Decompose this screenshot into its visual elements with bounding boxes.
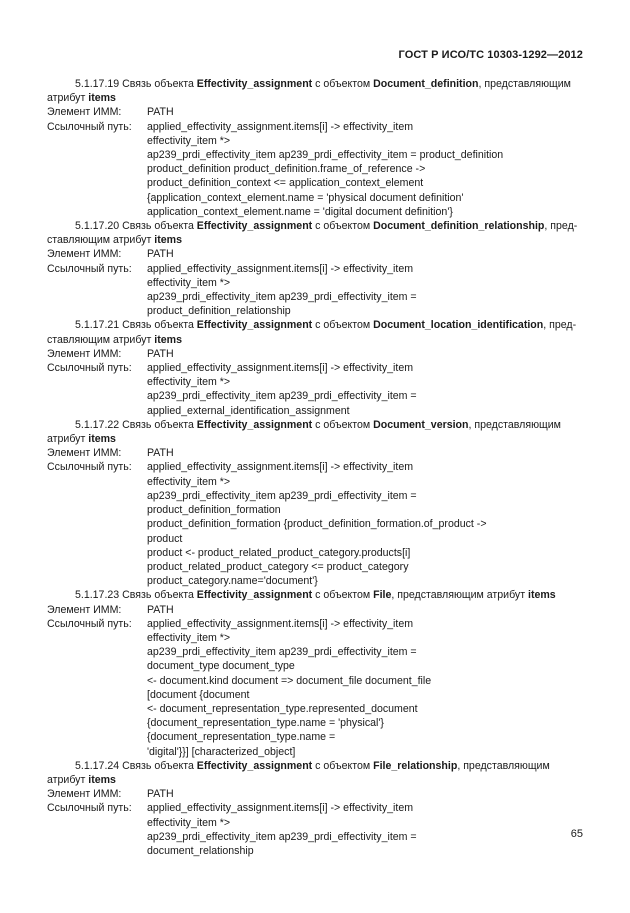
ref-path-row bbox=[47, 389, 584, 403]
heading-term: Effectivity_assignment bbox=[196, 759, 313, 772]
ref-path-line: product_related_product_category <= product_category bbox=[147, 560, 409, 573]
section-heading-line bbox=[47, 588, 584, 602]
ref-path-row bbox=[47, 816, 584, 830]
ref-path-line: [document {document bbox=[147, 688, 250, 701]
ref-path-row bbox=[47, 460, 584, 474]
imm-element-value: PATH bbox=[147, 603, 174, 616]
imm-element-row bbox=[47, 347, 584, 361]
ref-path-line: {document_representation_type.name = 'physical'} bbox=[147, 717, 384, 730]
ref-path-line: product_definition_context <= application_context_element bbox=[147, 177, 424, 190]
imm-element-row bbox=[47, 446, 584, 460]
section bbox=[47, 318, 584, 417]
ref-path-line: effectivity_item *> bbox=[147, 631, 231, 644]
section-heading-line bbox=[47, 773, 584, 787]
heading-text: с объектом bbox=[312, 759, 374, 772]
ref-path-label: Ссылочный путь: bbox=[47, 802, 132, 815]
ref-path-line: <- document.kind document => document_file document_file bbox=[147, 674, 432, 687]
ref-path-row bbox=[47, 659, 584, 673]
ref-path-row bbox=[47, 176, 584, 190]
ref-path-row bbox=[47, 489, 584, 503]
ref-path-line: document_type document_type bbox=[147, 660, 295, 673]
ref-path-row bbox=[47, 262, 584, 276]
heading-term: items bbox=[154, 333, 182, 346]
ref-path-label: Ссылочный путь: bbox=[47, 362, 132, 375]
heading-text: с объектом bbox=[312, 220, 374, 233]
heading-text: атрибут bbox=[47, 433, 89, 446]
ref-path-row bbox=[47, 716, 584, 730]
heading-term: File bbox=[373, 589, 392, 602]
ref-path-line: product_definition_relationship bbox=[147, 305, 291, 318]
ref-path-line: applied_effectivity_assignment.items[i] -> effectivity_item bbox=[147, 617, 414, 630]
ref-path-row bbox=[47, 134, 584, 148]
section-heading-line bbox=[47, 233, 584, 247]
ref-path-row bbox=[47, 688, 584, 702]
imm-element-row bbox=[47, 105, 584, 119]
heading-text: 5.1.17.24 Связь объекта bbox=[75, 759, 197, 772]
heading-text: , представляющим bbox=[478, 78, 571, 90]
ref-path-row bbox=[47, 702, 584, 716]
section-heading-line bbox=[47, 759, 584, 773]
heading-text: ставляющим атрибут bbox=[47, 333, 155, 346]
heading-text: 5.1.17.23 Связь объекта bbox=[75, 589, 197, 602]
heading-term: items bbox=[88, 433, 116, 446]
heading-text: 5.1.17.21 Связь объекта bbox=[75, 319, 197, 332]
ref-path-line: effectivity_item *> bbox=[147, 376, 231, 389]
imm-element-label: Элемент ИММ: bbox=[47, 447, 122, 460]
section-heading-line bbox=[47, 91, 584, 105]
ref-path-line: product_definition_formation {product_definition_formation.of_product -> bbox=[147, 518, 487, 531]
ref-path-row bbox=[47, 404, 584, 418]
ref-path-line: document_relationship bbox=[147, 844, 254, 857]
document-body bbox=[47, 77, 584, 858]
ref-path-row bbox=[47, 120, 584, 134]
ref-path-label: Ссылочный путь: bbox=[47, 617, 132, 630]
page-header: ГОСТ Р ИСО/ТС 10303-1292—2012 bbox=[398, 49, 583, 61]
heading-term: items bbox=[528, 589, 556, 602]
heading-text: 5.1.17.20 Связь объекта bbox=[75, 220, 197, 233]
section-heading-line bbox=[47, 333, 584, 347]
ref-path-line: product <- product_related_product_category.products[i] bbox=[147, 546, 411, 559]
ref-path-row bbox=[47, 645, 584, 659]
ref-path-line: ap239_prdi_effectivity_item ap239_prdi_effectivity_item = bbox=[147, 830, 417, 843]
heading-term: Document_location_identification bbox=[373, 319, 544, 332]
ref-path-line: ap239_prdi_effectivity_item ap239_prdi_effectivity_item = product_definition bbox=[147, 149, 504, 162]
heading-term: Effectivity_assignment bbox=[196, 220, 313, 233]
ref-path-row bbox=[47, 191, 584, 205]
heading-term: items bbox=[88, 773, 116, 786]
section bbox=[47, 418, 584, 588]
heading-term: Document_definition bbox=[373, 78, 479, 90]
ref-path-row bbox=[47, 830, 584, 844]
heading-text: , представляющим bbox=[468, 418, 561, 431]
heading-text: с объектом bbox=[312, 418, 374, 431]
ref-path-row bbox=[47, 290, 584, 304]
ref-path-row bbox=[47, 375, 584, 389]
imm-element-row bbox=[47, 603, 584, 617]
imm-element-value: PATH bbox=[147, 447, 174, 460]
imm-element-value: PATH bbox=[147, 788, 174, 801]
ref-path-label: Ссылочный путь: bbox=[47, 461, 132, 474]
heading-text: , представляющим атрибут bbox=[391, 589, 529, 602]
ref-path-line: product_definition product_definition.frame_of_reference -> bbox=[147, 163, 426, 176]
ref-path-row bbox=[47, 546, 584, 560]
ref-path-line: ap239_prdi_effectivity_item ap239_prdi_effectivity_item = bbox=[147, 390, 417, 403]
ref-path-row bbox=[47, 844, 584, 858]
imm-element-label: Элемент ИММ: bbox=[47, 603, 122, 616]
section bbox=[47, 219, 584, 318]
heading-text: , пред- bbox=[544, 220, 578, 233]
heading-term: File_relationship bbox=[373, 759, 458, 772]
ref-path-row bbox=[47, 304, 584, 318]
ref-path-line: 'digital'}}] [characterized_object] bbox=[147, 745, 296, 758]
ref-path-row bbox=[47, 674, 584, 688]
ref-path-line: applied_effectivity_assignment.items[i] -> effectivity_item bbox=[147, 120, 414, 133]
section-heading-line bbox=[47, 219, 584, 233]
heading-text: 5.1.17.19 Связь объекта bbox=[75, 78, 197, 90]
imm-element-row bbox=[47, 247, 584, 261]
imm-element-label: Элемент ИММ: bbox=[47, 248, 122, 261]
ref-path-line: product_definition_formation bbox=[147, 504, 281, 517]
ref-path-row bbox=[47, 361, 584, 375]
ref-path-line: applied_effectivity_assignment.items[i] -> effectivity_item bbox=[147, 461, 414, 474]
section bbox=[47, 759, 584, 858]
ref-path-row bbox=[47, 745, 584, 759]
heading-text: ставляющим атрибут bbox=[47, 234, 155, 247]
section-heading-line bbox=[47, 77, 584, 91]
section-heading-line bbox=[47, 432, 584, 446]
heading-text: с объектом bbox=[312, 319, 374, 332]
ref-path-line: {application_context_element.name = 'physical document definition' bbox=[147, 191, 464, 204]
ref-path-line: ap239_prdi_effectivity_item ap239_prdi_effectivity_item = bbox=[147, 291, 417, 304]
heading-term: Document_definition_relationship bbox=[373, 220, 545, 233]
ref-path-label: Ссылочный путь: bbox=[47, 262, 132, 275]
ref-path-line: effectivity_item *> bbox=[147, 475, 231, 488]
ref-path-line: applied_external_identification_assignment bbox=[147, 404, 350, 417]
ref-path-row bbox=[47, 730, 584, 744]
ref-path-line: applied_effectivity_assignment.items[i] -> effectivity_item bbox=[147, 262, 414, 275]
ref-path-row bbox=[47, 574, 584, 588]
section-heading-line bbox=[47, 418, 584, 432]
heading-text: 5.1.17.22 Связь объекта bbox=[75, 418, 197, 431]
section bbox=[47, 77, 584, 219]
imm-element-label: Элемент ИММ: bbox=[47, 347, 122, 360]
heading-term: items bbox=[88, 92, 116, 105]
heading-text: , пред- bbox=[543, 319, 577, 332]
ref-path-line: effectivity_item *> bbox=[147, 276, 231, 289]
ref-path-row bbox=[47, 517, 584, 531]
ref-path-line: {document_representation_type.name = bbox=[147, 731, 336, 744]
imm-element-value: PATH bbox=[147, 248, 174, 261]
heading-text: атрибут bbox=[47, 773, 89, 786]
ref-path-line: applied_effectivity_assignment.items[i] -> effectivity_item bbox=[147, 802, 414, 815]
ref-path-row bbox=[47, 475, 584, 489]
heading-text: с объектом bbox=[312, 78, 374, 90]
imm-element-label: Элемент ИММ: bbox=[47, 106, 122, 119]
heading-term: items bbox=[154, 234, 182, 247]
heading-term: Effectivity_assignment bbox=[196, 78, 313, 90]
ref-path-line: applied_effectivity_assignment.items[i] -> effectivity_item bbox=[147, 362, 414, 375]
ref-path-line: effectivity_item *> bbox=[147, 816, 231, 829]
section bbox=[47, 588, 584, 758]
section-heading-line bbox=[47, 318, 584, 332]
ref-path-row bbox=[47, 148, 584, 162]
ref-path-line: effectivity_item *> bbox=[147, 134, 231, 147]
heading-term: Effectivity_assignment bbox=[196, 418, 313, 431]
ref-path-row bbox=[47, 503, 584, 517]
ref-path-row bbox=[47, 617, 584, 631]
ref-path-line: application_context_element.name = 'digital document definition'} bbox=[147, 205, 453, 218]
heading-term: Document_version bbox=[373, 418, 469, 431]
heading-term: Effectivity_assignment bbox=[196, 319, 313, 332]
imm-element-value: PATH bbox=[147, 106, 174, 119]
ref-path-row bbox=[47, 205, 584, 219]
imm-element-row bbox=[47, 787, 584, 801]
heading-text: , представляющим bbox=[457, 759, 550, 772]
heading-term: Effectivity_assignment bbox=[196, 589, 313, 602]
heading-text: атрибут bbox=[47, 92, 89, 105]
imm-element-value: PATH bbox=[147, 347, 174, 360]
ref-path-line: ap239_prdi_effectivity_item ap239_prdi_effectivity_item = bbox=[147, 646, 417, 659]
ref-path-row bbox=[47, 276, 584, 290]
ref-path-label: Ссылочный путь: bbox=[47, 120, 132, 133]
ref-path-row bbox=[47, 532, 584, 546]
ref-path-row bbox=[47, 631, 584, 645]
page-number: 65 bbox=[570, 828, 583, 840]
ref-path-row bbox=[47, 801, 584, 815]
heading-text: с объектом bbox=[312, 589, 374, 602]
ref-path-row bbox=[47, 162, 584, 176]
ref-path-line: product bbox=[147, 532, 183, 545]
ref-path-line: ap239_prdi_effectivity_item ap239_prdi_effectivity_item = bbox=[147, 489, 417, 502]
ref-path-row bbox=[47, 560, 584, 574]
imm-element-label: Элемент ИММ: bbox=[47, 788, 122, 801]
ref-path-line: <- document_representation_type.represented_document bbox=[147, 702, 418, 715]
ref-path-line: product_category.name='document'} bbox=[147, 575, 318, 588]
